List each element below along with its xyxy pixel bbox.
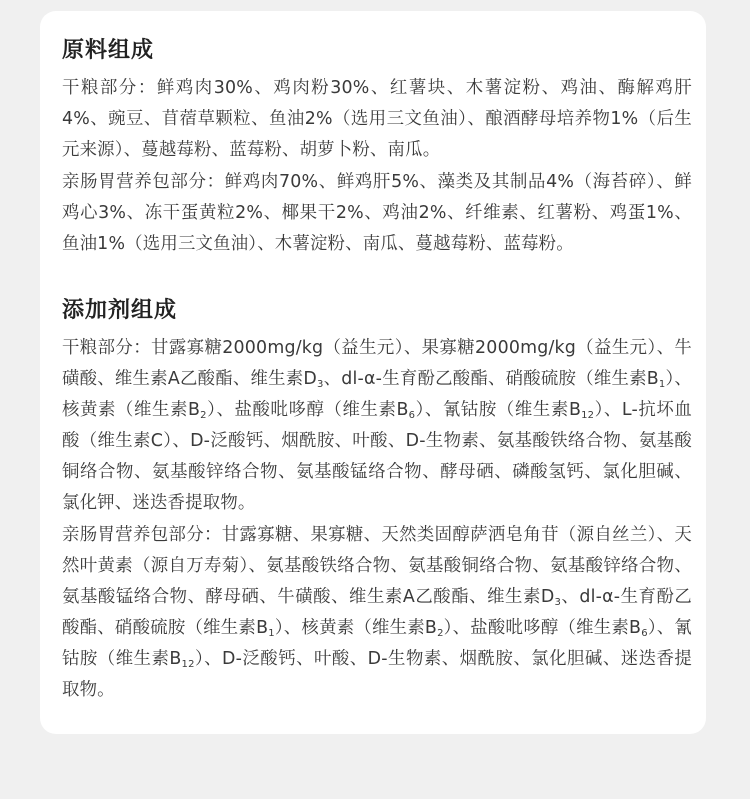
additives-kibble-text xyxy=(62,333,692,519)
additives-gut-pack-text xyxy=(62,520,692,706)
text-run: ）、氰钴胺（维生素B xyxy=(62,618,692,669)
text-run: 亲肠胃营养包部分：甘露寡糖、果寡糖、天然类固醇萨洒皂角苷（源自丝兰）、天然叶黄素（源自万寿菊）、氨基酸铁络合物、氨基酸铜络合物、氨基酸锌络合物、氨基酸锰络合物、酵母硒、牛磺酸、维生素A乙酸酯、维生素D xyxy=(62,525,692,607)
subscript: 6 xyxy=(641,628,648,639)
text-run: ）、核黄素（维生素B xyxy=(274,618,438,638)
subscript: 6 xyxy=(408,410,416,421)
text-run: ）、盐酸吡哆醇（维生素B xyxy=(206,400,409,420)
raw-materials-kibble-text: 干粮部分：鲜鸡肉30%、鸡肉粉30%、红薯块、木薯淀粉、鸡油、酶解鸡肝4%、豌豆、苜蓿草颗粒、鱼油2%（选用三文鱼油）、酿酒酵母培养物1%（后生元来源）、蔓越莓粉、蓝莓粉、胡萝卜粉、南瓜。 xyxy=(62,78,692,160)
text-run: ）、L-抗坏血酸（维生素C）、D-泛酸钙、烟酰胺、叶酸、D-生物素、氨基酸铁络合物、氨基酸铜络合物、氨基酸锌络合物、氨基酸锰络合物、酵母硒、磷酸氢钙、氯化胆碱、氯化钾、迷迭香提取物。 xyxy=(62,400,692,513)
raw-materials-section xyxy=(62,33,692,261)
ingredients-card xyxy=(40,11,706,734)
subscript: 12 xyxy=(581,410,595,421)
subscript: 12 xyxy=(181,659,195,670)
raw-materials-gut-pack-text: 亲肠胃营养包部分：鲜鸡肉70%、鲜鸡肝5%、藻类及其制品4%（海苔碎）、鲜鸡心3%、冻干蛋黄粒2%、椰果干2%、鸡油2%、纤维素、红薯粉、鸡蛋1%、鱼油1%（选用三文鱼油）、木薯淀粉、南瓜、蔓越莓粉、蓝莓粉。 xyxy=(62,172,692,254)
text-run: 、dl-α-生育酚乙酸酯、硝酸硫胺（维生素B xyxy=(323,369,659,389)
subscript: 3 xyxy=(317,379,324,390)
subscript: 1 xyxy=(268,628,275,639)
additives-title: 添加剂组成 xyxy=(62,298,178,323)
subscript: 2 xyxy=(200,410,207,421)
text-run: ）、核黄素（维生素B xyxy=(62,369,693,420)
text-run: ）、氰钴胺（维生素B xyxy=(415,400,582,420)
text-run: ）、D-泛酸钙、叶酸、D-生物素、烟酰胺、氯化胆碱、迷迭香提取物。 xyxy=(62,649,692,700)
subscript: 3 xyxy=(554,597,562,608)
subscript: 1 xyxy=(658,379,666,390)
subscript: 2 xyxy=(437,628,444,639)
text-run: 干粮部分：甘露寡糖2000mg/kg（益生元）、果寡糖2000mg/kg（益生元）、牛磺酸、维生素A乙酸酯、维生素D xyxy=(62,338,692,389)
additives-section xyxy=(62,293,692,707)
text-run: 、dl-α-生育酚乙酸酯、硝酸硫胺（维生素B xyxy=(62,587,693,638)
raw-materials-title: 原料组成 xyxy=(62,38,155,63)
text-run: ）、盐酸吡哆醇（维生素B xyxy=(443,618,642,638)
